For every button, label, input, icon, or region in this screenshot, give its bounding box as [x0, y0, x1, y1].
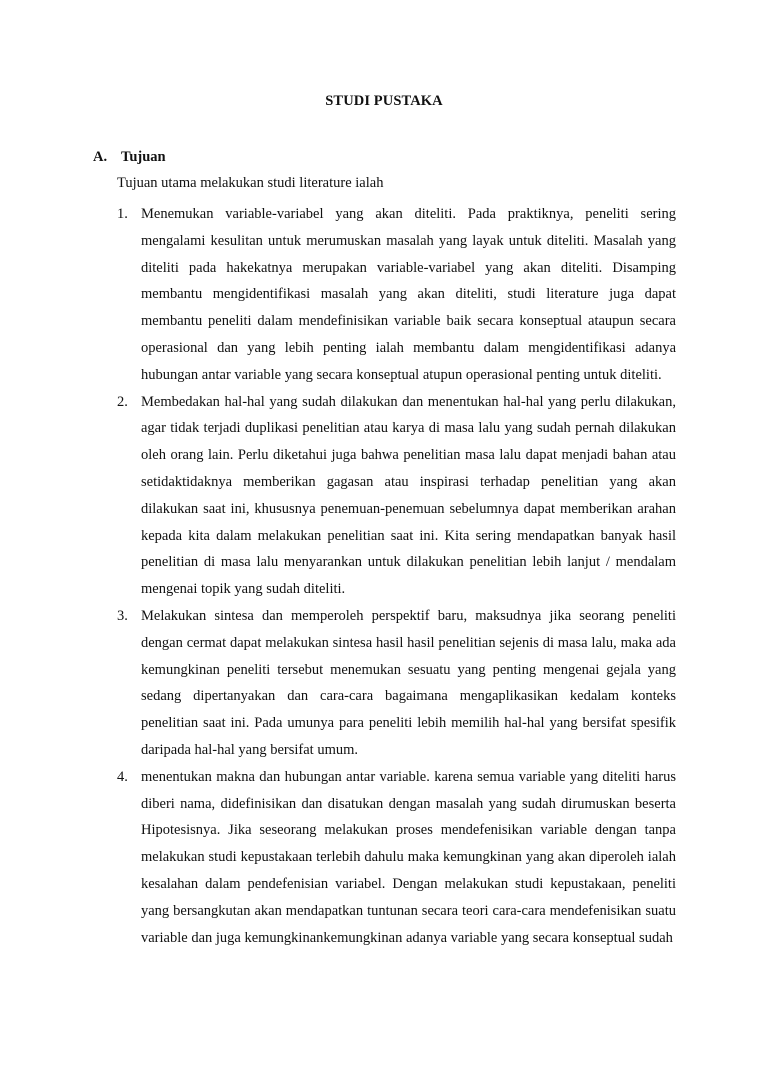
list-item [117, 201, 676, 389]
list-item-number: 2. [117, 393, 128, 410]
section-letter: A. [93, 149, 108, 165]
objectives-list [117, 201, 676, 951]
list-item [117, 603, 676, 764]
section-heading-text: Tujuan [121, 149, 166, 165]
list-item-text: Menemukan variable-variabel yang akan diteliti. Pada praktiknya, peneliti sering mengalami kesulitan untuk merumuskan masalah yang layak untuk diteliti. Masalah yang diteliti pada hakekatnya merupakan variable-variabel yang akan diteliti. Disamping membantu mengidentifikasi masalah yang akan diteliti, studi literature juga dapat membantu peneliti dalam mendefinisikan variable baik secara konseptual ataupun secara operasional dan yang lebih penting ialah membantu dalam mengidentifikasi adanya hubungan antar variable yang secara konseptual atupun operasional penting untuk diteliti. [141, 206, 676, 383]
list-item-text: menentukan makna dan hubungan antar variable. karena semua variable yang diteliti harus diberi nama, didefinisikan dan disatukan dengan masalah yang sudah dirumuskan beserta Hipotesisnya. Jika seseorang melakukan proses mendefenisikan variable dengan tanpa melakukan studi kepustakaan terlebih dahulu maka kemungkinan yang akan diperoleh ialah kesalahan dalam pendefenisian variabel. Dengan melakukan studi kepustakaan, peneliti yang bersangkutan akan mendapatkan tuntunan secara teori cara-cara mendefenisikan suatu variable dan juga kemungkinankemungkinan adanya variable yang secara konseptual sudah [141, 768, 676, 946]
list-item-number: 4. [117, 768, 128, 785]
list-item-text: Melakukan sintesa dan memperoleh perspektif baru, maksudnya jika seorang peneliti dengan cermat dapat melakukan sintesa hasil hasil penelitian sejenis di masa lalu, maka ada kemungkinan peneliti tersebut menemukan sesuatu yang penting mengenai gejala yang sedang dipertanyakan dan cara-cara bagaimana mengaplikasikan kedalam konteks penelitian saat ini. Pada umunya para peneliti lebih memilih hal-hal yang bersifat spesifik daripada hal-hal yang bersifat umum. [141, 607, 676, 758]
section-heading [93, 149, 166, 166]
list-item [117, 764, 676, 952]
list-item-number: 3. [117, 607, 128, 624]
intro-paragraph: Tujuan utama melakukan studi literature ialah [117, 175, 384, 191]
list-item [117, 389, 676, 603]
page-title: STUDI PUSTAKA [325, 93, 443, 109]
list-item-number: 1. [117, 206, 128, 222]
list-item-text: Membedakan hal-hal yang sudah dilakukan dan menentukan hal-hal yang perlu dilakukan, agar tidak terjadi duplikasi penelitian atau karya di masa lalu yang sudah pernah dilakukan oleh orang lain. Perlu diketahui juga bahwa penelitian masa lalu dapat menjadi bahan atau setidaktidaknya memberikan gagasan atau inspirasi terhadap penelitian yang akan dilakukan saat ini, khususnya penemuan-penemuan sebelumnya dapat memberikan arahan kepada kita dalam melakukan penelitian saat ini. Kita sering mendapatkan banyak hasil penelitian di masa lalu menyarankan untuk dilakukan penelitian lebih lanjut / mendalam mengenai topik yang sudah diteliti. [141, 393, 676, 598]
